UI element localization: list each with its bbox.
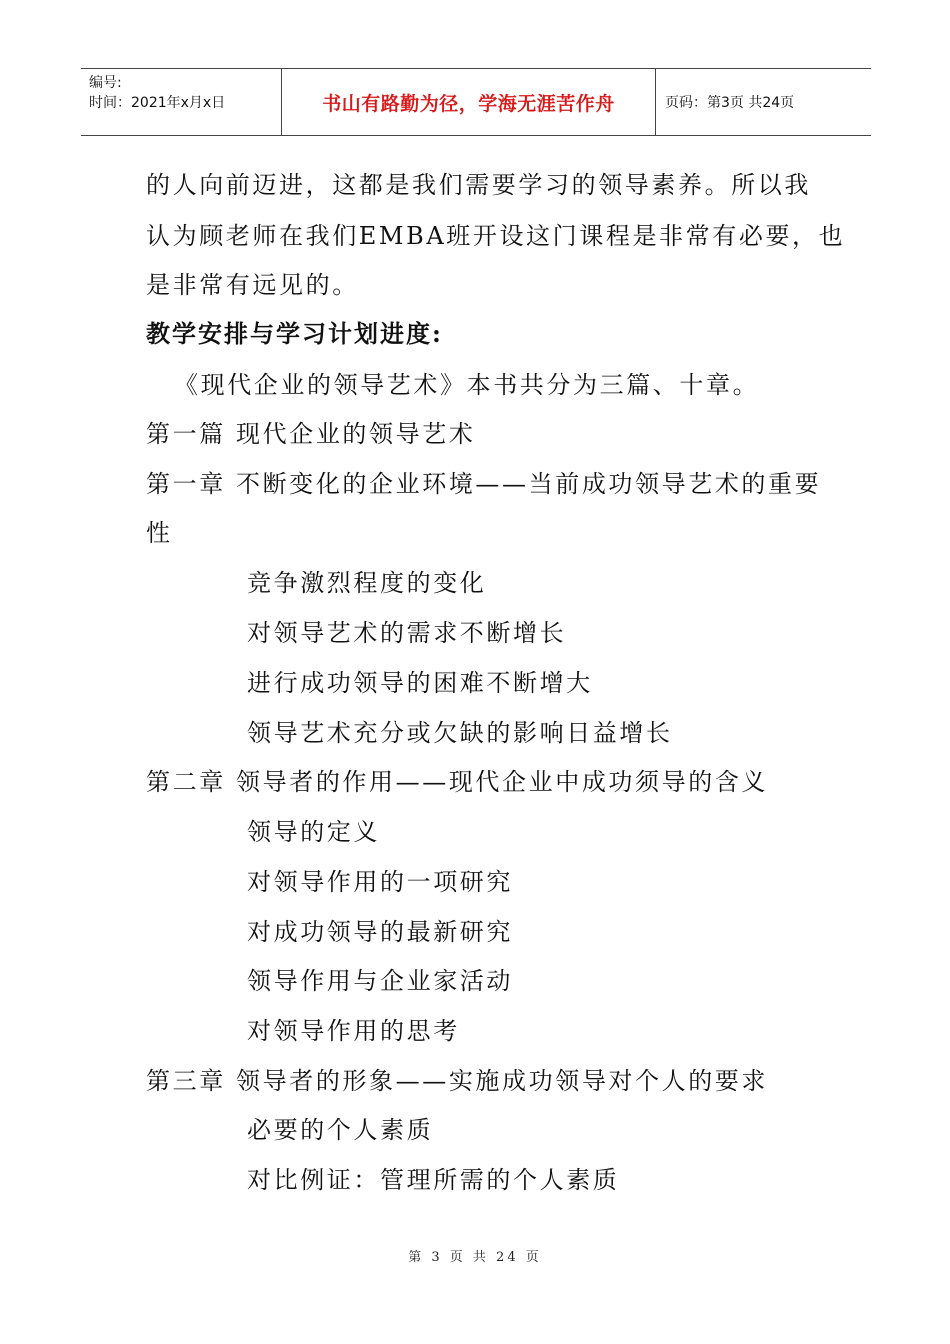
chapter-title: 第一章 不断变化的企业环境——当前成功领导艺术的重要 xyxy=(146,470,822,498)
paragraph-line: 的人向前迈进，这都是我们需要学习的领导素养。所以我 xyxy=(146,171,811,199)
outline-item: 必要的个人素质 xyxy=(247,1116,434,1144)
header-meta-cell xyxy=(81,69,282,135)
page-footer: 第 3 页 共 24 页 xyxy=(408,1250,542,1265)
part-title: 第一篇 现代企业的领导艺术 xyxy=(146,420,476,448)
outline-item: 进行成功领导的困难不断增大 xyxy=(247,669,593,697)
header-page-info: 页码：第3页 共24页 xyxy=(665,95,795,111)
chapter-title: 第三章 领导者的形象——实施成功领导对个人的要求 xyxy=(146,1067,769,1095)
outline-item: 对成功领导的最新研究 xyxy=(247,918,513,946)
document-date-label: 时间：2021年x月x日 xyxy=(89,95,226,111)
intro-line: 《现代企业的领导艺术》本书共分为三篇、十章。 xyxy=(174,371,760,399)
page-header xyxy=(81,68,871,136)
outline-item: 领导作用与企业家活动 xyxy=(247,967,513,995)
outline-item: 领导的定义 xyxy=(247,818,380,846)
outline-item: 对领导作用的思考 xyxy=(247,1017,460,1045)
section-heading: 教学安排与学习计划进度: xyxy=(146,319,443,348)
outline-item: 对领导作用的一项研究 xyxy=(247,868,513,896)
outline-item: 对比例证：管理所需的个人素质 xyxy=(247,1166,620,1194)
outline-item: 对领导艺术的需求不断增长 xyxy=(247,619,567,647)
outline-item: 领导艺术充分或欠缺的影响日益增长 xyxy=(247,719,673,747)
document-number-label: 编号: xyxy=(89,75,122,91)
outline-item: 竞争激烈程度的变化 xyxy=(247,569,487,597)
chapter-title: 第二章 领导者的作用——现代企业中成功须导的含义 xyxy=(146,768,769,796)
chapter-title-continued: 性 xyxy=(146,519,173,547)
paragraph-line: 是非常有远见的。 xyxy=(146,271,359,299)
header-motto: 书山有路勤为径，学海无涯苦作舟 xyxy=(282,69,656,135)
paragraph-line: 认为顾老师在我们EMBA班开设这门课程是非常有必要，也 xyxy=(146,222,846,250)
